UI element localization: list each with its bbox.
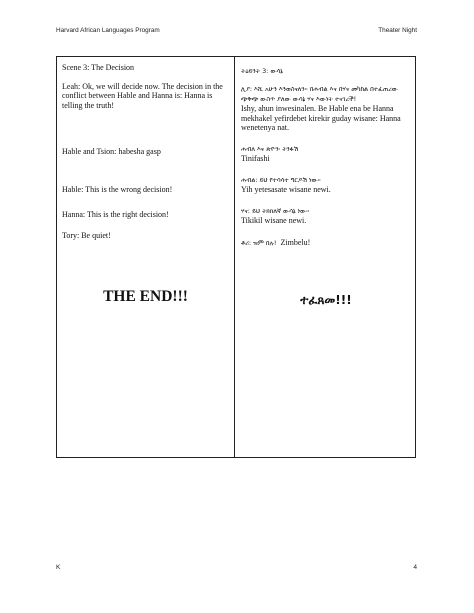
line-leah-translit: Ishy, ahun inwesinalen. Be Hable ena be Hanna mekhakel yefirdebet kirekir guday wisane: Hanna wenetenya nat. (241, 104, 401, 133)
line-hable-tsion-translit: Tinifashi (241, 154, 270, 164)
scene-title: Scene 3: The Decision (62, 63, 135, 72)
line-hanna: Hanna: This is the right decision! (62, 209, 169, 219)
scene-title-amharic: ትዕይንት 3: ውሳኔ (241, 67, 283, 75)
line-tory: Tory: Be quiet! (62, 231, 111, 241)
header-event-name: Theater Night (378, 27, 417, 34)
line-hable-tsion-amharic: ሐብለ እና ጽዮን፡ ትንፋሽ (241, 145, 299, 153)
amharic-column (235, 57, 417, 457)
line-leah: Leah: Ok, we will decide now. The decision in the conflict between Hable and Hanna is: Hanna is telling the truth! (62, 81, 223, 110)
footer-initial: K (56, 564, 61, 571)
line-hable-tsion: Hable and Tsion: habesha gasp (62, 147, 161, 157)
line-tory-translit: Zimbelu! (280, 238, 311, 247)
line-hable-translit: Yih yetesasate wisane newi. (241, 185, 331, 195)
the-end-heading: THE END!!! (103, 288, 188, 305)
the-end-heading-amharic: ተፈጸመ!!! (300, 293, 352, 307)
line-hanna-amharic: ሃና: ይህ ትክክለኛ ውሳኔ ነው። (241, 207, 310, 215)
english-column (57, 57, 234, 457)
script-table (56, 56, 416, 458)
line-hable-amharic: ሐብል: ይህ የተሳሳተ ግርዶሽ ነው። (241, 176, 321, 184)
line-hable: Hable: This is the wrong decision! (62, 184, 173, 194)
line-tory-amharic: ቶሪ: ዝም በሉ! (241, 239, 277, 247)
line-leah-amharic: ሊያ: እሺ አሁን እንወስናለን። በሐብል እና በሃና መካከል በተፈጠረው ጭቅጭ ውስጥ ያለው ውሳኔ ሃና እውነት ተናገረች! (241, 85, 398, 103)
page-number: 4 (413, 564, 417, 571)
header-program-name: Harvard African Languages Program (56, 27, 160, 34)
line-tory (241, 238, 413, 248)
line-hanna-translit: Tikikil wisane newi. (241, 216, 307, 226)
